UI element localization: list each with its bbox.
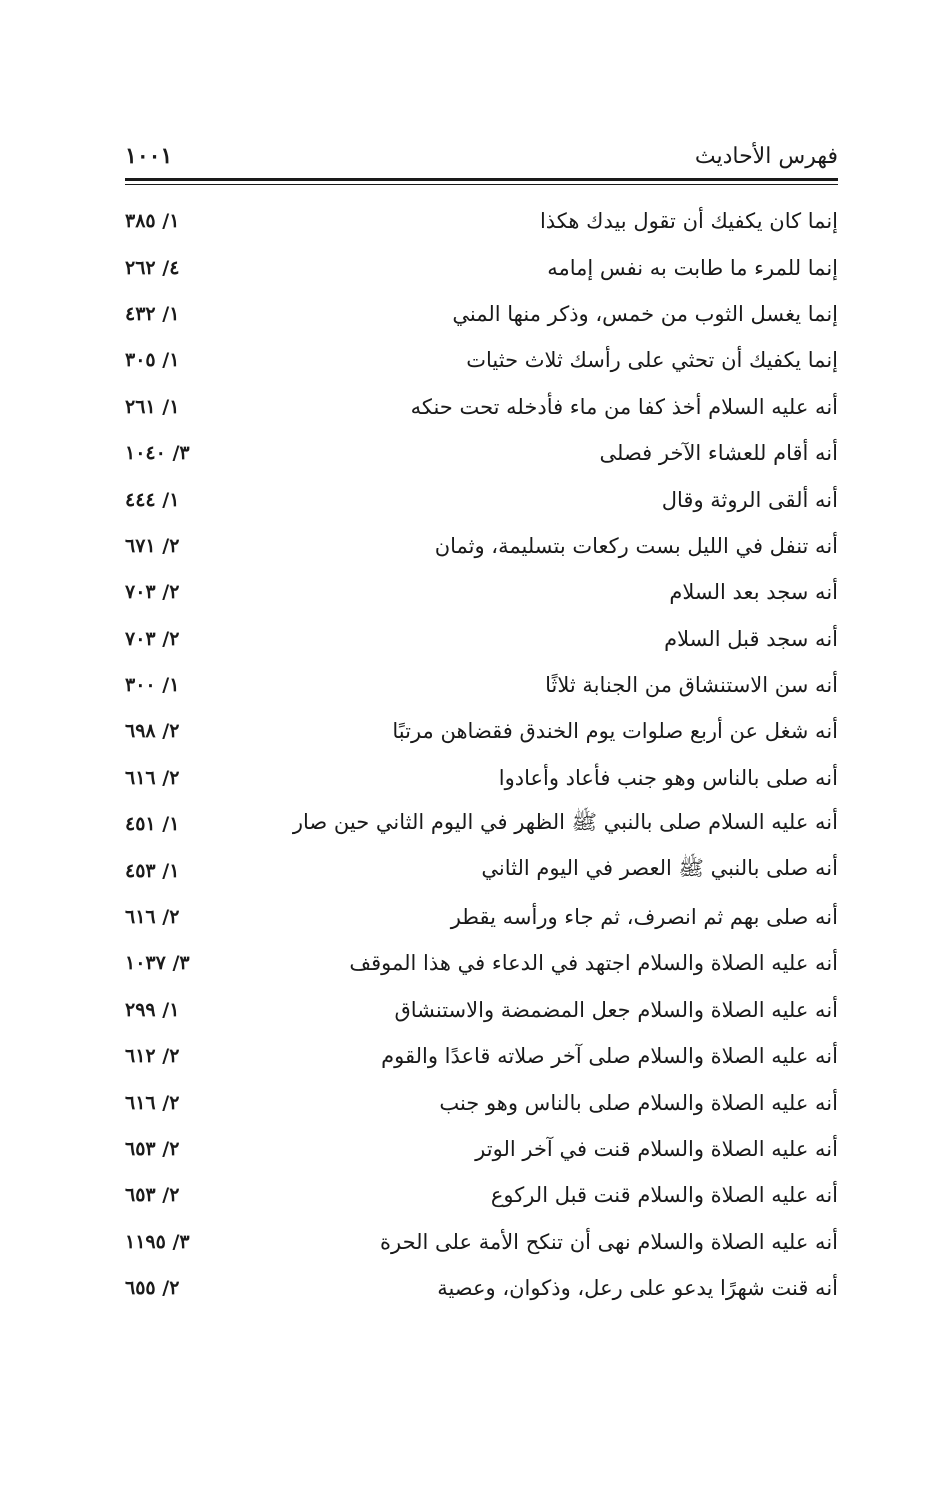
header-rule-thick bbox=[125, 178, 838, 181]
index-entry bbox=[125, 523, 838, 569]
index-entry bbox=[125, 801, 838, 847]
hadith-text: إنما للمرء ما طابت به نفس إمامه bbox=[547, 255, 838, 280]
index-entry bbox=[125, 1126, 838, 1172]
index-entry bbox=[125, 987, 838, 1033]
hadith-text: أنه سجد بعد السلام bbox=[669, 580, 838, 605]
volume-page-ref: ١/ ٤٥١ bbox=[125, 813, 180, 836]
hadith-text: أنه عليه الصلاة والسلام قنت قبل الركوع bbox=[490, 1183, 838, 1208]
volume-page-ref: ١/ ٣٨٥ bbox=[125, 210, 180, 233]
running-title: فهرس الأحاديث bbox=[694, 143, 838, 169]
index-entry bbox=[125, 244, 838, 290]
volume-page-ref: ١/ ٤٤٤ bbox=[125, 488, 180, 511]
hadith-text: أنه صلى بالناس وهو جنب فأعاد وأعادوا bbox=[498, 765, 838, 790]
hadith-text: أنه سجد قبل السلام bbox=[664, 626, 838, 651]
volume-page-ref: ٣/ ١٠٤٠ bbox=[125, 442, 190, 465]
index-entry bbox=[125, 1219, 838, 1265]
hadith-text: أنه عليه الصلاة والسلام نهى أن تنكح الأمة على الحرة bbox=[379, 1229, 838, 1254]
hadith-text: أنه شغل عن أربع صلوات يوم الخندق فقضاهن مرتبًا bbox=[392, 719, 838, 744]
index-entry bbox=[125, 894, 838, 940]
index-entry bbox=[125, 291, 838, 337]
hadith-index-list bbox=[125, 198, 838, 1311]
hadith-text: أنه سن الاستنشاق من الجنابة ثلاثًا bbox=[545, 673, 838, 698]
hadith-text: أنه عليه الصلاة والسلام قنت في آخر الوتر bbox=[475, 1137, 838, 1161]
hadith-text: إنما يغسل الثوب من خمس، وذكر منها المني bbox=[452, 301, 838, 326]
volume-page-ref: ٤/ ٢٦٢ bbox=[125, 256, 180, 279]
hadith-text: أنه عليه السلام أخذ كفا من ماء فأدخله تحت حنكه bbox=[410, 394, 838, 419]
hadith-text: أنه عليه الصلاة والسلام اجتهد في الدعاء في هذا الموقف bbox=[349, 951, 838, 976]
hadith-text: إنما يكفيك أن تحثي على رأسك ثلاث حثيات bbox=[466, 348, 838, 373]
page-header bbox=[125, 138, 838, 174]
hadith-text: أنه صلى بهم ثم انصرف، ثم جاء ورأسه يقطر bbox=[450, 905, 838, 930]
index-entry bbox=[125, 1033, 838, 1079]
index-entry bbox=[125, 384, 838, 430]
index-entry bbox=[125, 1172, 838, 1218]
header-rule-thin bbox=[125, 184, 838, 185]
hadith-text: أنه عليه الصلاة والسلام صلى بالناس وهو جنب bbox=[439, 1090, 838, 1115]
hadith-text: أنه عليه الصلاة والسلام صلى آخر صلاته قاعدًا والقوم bbox=[381, 1044, 838, 1069]
index-entry bbox=[125, 1079, 838, 1125]
volume-page-ref: ٢/ ٦٩٨ bbox=[125, 720, 180, 743]
volume-page-ref: ٢/ ٦٥٣ bbox=[125, 1184, 180, 1207]
volume-page-ref: ٢/ ٧٠٣ bbox=[125, 627, 180, 650]
index-entry bbox=[125, 616, 838, 662]
hadith-text: إنما كان يكفيك أن تقول بيدك هكذا bbox=[539, 209, 838, 234]
volume-page-ref: ٢/ ٦١٦ bbox=[125, 906, 180, 929]
volume-page-ref: ٢/ ٦٥٣ bbox=[125, 1138, 180, 1160]
index-entry bbox=[125, 755, 838, 801]
volume-page-ref: ٣/ ١١٩٥ bbox=[125, 1230, 190, 1253]
page-number: ١٠٠١ bbox=[125, 143, 173, 169]
volume-page-ref: ٢/ ٦٧١ bbox=[125, 534, 180, 557]
index-entry bbox=[125, 430, 838, 476]
hadith-text: أنه عليه السلام صلى بالنبي ﷺ الظهر في اليوم الثاني حين صار bbox=[292, 809, 838, 834]
volume-page-ref: ٢/ ٦١٢ bbox=[125, 1045, 180, 1068]
hadith-text: أنه عليه الصلاة والسلام جعل المضمضة والاستنشاق bbox=[394, 997, 838, 1022]
index-entry bbox=[125, 662, 838, 708]
index-entry bbox=[125, 198, 838, 244]
hadith-text: أنه صلى بالنبي ﷺ العصر في اليوم الثاني bbox=[481, 856, 838, 881]
hadith-text: أنه أقام للعشاء الآخر فصلى bbox=[599, 441, 838, 466]
volume-page-ref: ٢/ ٦٥٥ bbox=[125, 1277, 180, 1300]
index-entry bbox=[125, 569, 838, 615]
volume-page-ref: ١/ ٤٣٢ bbox=[125, 302, 180, 325]
volume-page-ref: ١/ ٤٥٣ bbox=[125, 859, 180, 882]
volume-page-ref: ١/ ٣٠٠ bbox=[125, 674, 180, 697]
index-entry bbox=[125, 847, 838, 893]
hadith-text: أنه قنت شهرًا يدعو على رعل، وذكوان، وعصية bbox=[437, 1276, 838, 1301]
index-entry bbox=[125, 708, 838, 754]
index-entry bbox=[125, 476, 838, 522]
index-entry bbox=[125, 337, 838, 383]
hadith-text: أنه ألقى الروثة وقال bbox=[661, 487, 838, 512]
volume-page-ref: ٢/ ٦١٦ bbox=[125, 1091, 180, 1114]
volume-page-ref: ١/ ٣٠٥ bbox=[125, 349, 180, 372]
volume-page-ref: ٣/ ١٠٣٧ bbox=[125, 952, 190, 975]
volume-page-ref: ٢/ ٦١٦ bbox=[125, 766, 180, 789]
index-entry bbox=[125, 1265, 838, 1311]
volume-page-ref: ١/ ٢٦١ bbox=[125, 395, 180, 418]
volume-page-ref: ١/ ٢٩٩ bbox=[125, 998, 180, 1021]
volume-page-ref: ٢/ ٧٠٣ bbox=[125, 581, 180, 604]
hadith-text: أنه تنفل في الليل بست ركعات بتسليمة، وثمان bbox=[434, 533, 838, 558]
index-entry bbox=[125, 940, 838, 986]
